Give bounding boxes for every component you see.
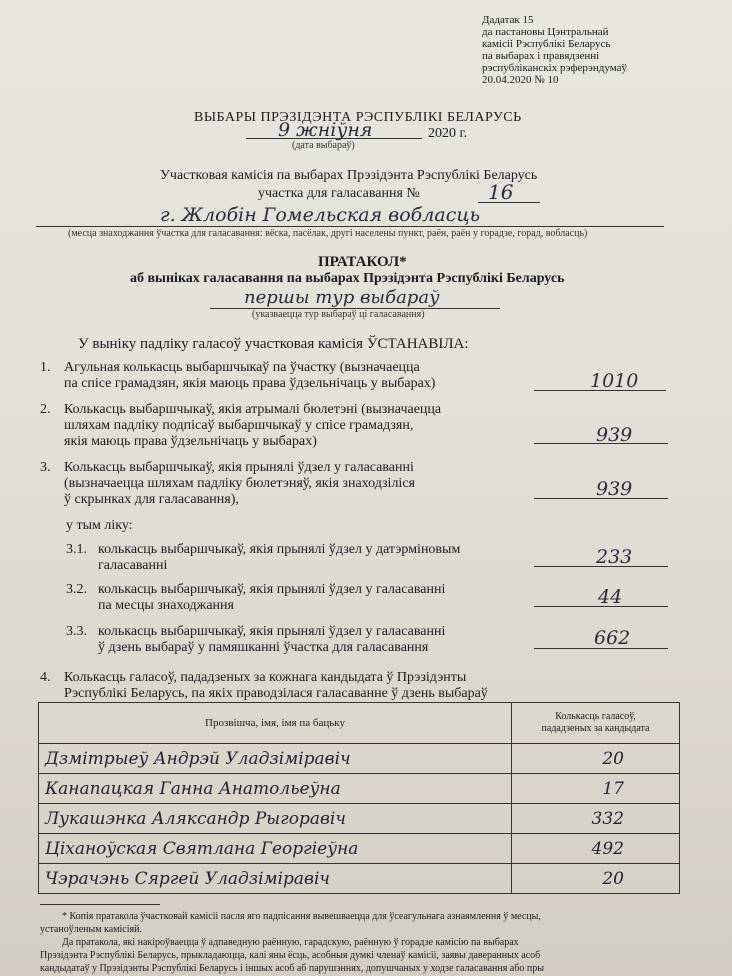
election-date: 9 жніўня — [278, 119, 373, 141]
candidate-name: Канапацкая Ганна Анатольеўна — [39, 774, 512, 804]
date-caption: (дата выбараў) — [292, 140, 355, 151]
item-number: 3.1. — [66, 542, 87, 557]
candidate-name: Лукашэнка Аляксандр Рыгоравіч — [39, 804, 512, 834]
item-text: якія маюць права ўдзельнічаць у выбарах) — [64, 434, 317, 449]
column-header-votes-line: Колькасць галасоў, — [555, 711, 636, 722]
item-text: шляхам падліку подпісаў выбаршчыкаў у спісе грамадзян, — [64, 418, 414, 433]
item-text: па месцы знаходжання — [98, 598, 234, 613]
column-header-votes — [512, 703, 680, 744]
footnote — [40, 910, 690, 975]
item-number: 4. — [40, 670, 51, 685]
item-number: 3.2. — [66, 582, 87, 597]
item-text: колькасць выбаршчыкаў, якія прынялі ўдзел у галасаванні — [98, 582, 446, 597]
table-row — [39, 744, 680, 774]
election-year: 2020 г. — [428, 126, 468, 141]
round-value: першы тур выбараў — [244, 287, 440, 308]
footnote-line: кандыдатаў у Прэзідэнты Рэспублікі Беларусь і іншых асоб аб парушэннях, допушчаных у ходзе галасавання або пры — [40, 963, 544, 974]
annex-note — [482, 14, 722, 86]
protocol-subtitle: аб выніках галасавання па выбарах Прэзідэнта Рэспублікі Беларусь — [130, 271, 565, 286]
candidate-results-table — [38, 702, 680, 894]
candidate-votes: 20 — [512, 864, 680, 894]
candidate-votes: 492 — [512, 834, 680, 864]
item-value: 662 — [594, 627, 631, 649]
table-row — [39, 864, 680, 894]
item-number: 1. — [40, 360, 51, 375]
column-header-name: Прозвішча, імя, імя па бацьку — [39, 703, 512, 744]
item-text: Колькасць выбаршчыкаў, якія атрымалі бюлетэні (вызначаецца — [64, 402, 442, 417]
candidate-name: Дзмітрыеў Андрэй Уладзіміравіч — [39, 744, 512, 774]
table-row — [39, 834, 680, 864]
station-label: участка для галасавання № — [258, 186, 420, 201]
item-text: ў скрынках для галасавання), — [64, 492, 239, 507]
table-header-row — [39, 703, 680, 744]
item-number: 3. — [40, 460, 51, 475]
item-text: Агульная колькасць выбаршчыкаў па ўчастку (вызначаецца — [64, 360, 420, 375]
candidate-name: Чэрачэнь Сяргей Уладзіміравіч — [39, 864, 512, 894]
footnote-line: устаноўленым камісіяй. — [40, 924, 142, 935]
item-text: Рэспублікі Беларусь, па якіх праводзілася галасаванне ў дзень выбараў — [64, 686, 488, 701]
item-value: 939 — [596, 478, 633, 500]
item-value: 44 — [598, 586, 623, 608]
item-text: галасаванні — [98, 558, 168, 573]
candidate-votes: 17 — [512, 774, 680, 804]
item-value: 1010 — [590, 370, 639, 392]
item-text: па спісе грамадзян, якія маюць права ўдзельнічаць у выбарах) — [64, 376, 436, 391]
station-number: 16 — [488, 180, 514, 204]
table-row — [39, 774, 680, 804]
intro-text: У выніку падліку галасоў участковая камісія ЎСТАНАВІЛА: — [78, 336, 469, 352]
item-text: Колькасць галасоў, пададзеных за кожнага кандыдата ў Прэзідэнты — [64, 670, 467, 685]
item-text: ў дзень выбараў у памяшканні ўчастка для галасавання — [98, 640, 429, 655]
footnote-line: * Копія пратакола ўчастковай камісіі пасля яго падпісання вывешваецца для ўсеагульнага азнаямлення ў месцы, — [62, 911, 541, 922]
commission-name: Участковая камісія па выбарах Прэзідэнта Рэспублікі Беларусь — [160, 168, 538, 183]
annex-line: 20.04.2020 № 10 — [482, 74, 559, 86]
annex-line: камісіі Рэспублікі Беларусь — [482, 38, 611, 50]
protocol-title: ПРАТАКОЛ* — [318, 254, 407, 270]
annex-line: рэспубліканскіх рэферэндумаў — [482, 62, 628, 74]
candidate-votes: 332 — [512, 804, 680, 834]
candidate-name: Ціханоўская Святлана Георгіеўна — [39, 834, 512, 864]
item-text: (вызначаецца шляхам падліку бюлетэняў, якія знаходзіліся — [64, 476, 415, 491]
location-value: г. Жлобін Гомельская вобласць — [160, 204, 480, 226]
annex-line: да пастановы Цэнтральнай — [482, 26, 609, 38]
item-text: Колькасць выбаршчыкаў, якія прынялі ўдзел у галасаванні — [64, 460, 414, 475]
item-text: колькасць выбаршчыкаў, якія прынялі ўдзел у датэрміновым — [98, 542, 461, 557]
item-value: 233 — [596, 546, 633, 568]
table-row — [39, 804, 680, 834]
annex-line: па выбарах і правядзенні — [482, 50, 600, 62]
footnote-line: Да пратакола, які накіроўваецца ў адпаведную раённую, гарадскую, раённую ў горадзе камісію па выбарах — [62, 937, 519, 948]
item-text: колькасць выбаршчыкаў, якія прынялі ўдзел у галасаванні — [98, 624, 446, 639]
location-caption: (месца знаходжання ўчастка для галасавання: вёска, пасёлак, другі населены пункт, раён, раён у горадзе, горад, вобласць) — [68, 228, 588, 239]
candidate-votes: 20 — [512, 744, 680, 774]
election-title: ВЫБАРЫ ПРЭЗІДЭНТА РЭСПУБЛІКІ БЕЛАРУСЬ — [194, 110, 522, 125]
including-label: у тым ліку: — [66, 518, 133, 533]
footnote-line: Прэзідэнта Рэспублікі Беларусь, прыкладаюцца, калі яны ёсць, асобныя думкі членаў камісіі, заявы даверанных асоб — [40, 950, 541, 961]
column-header-votes-line: пададзеных за кандыдата — [541, 723, 650, 734]
annex-line: Дадатак 15 — [482, 14, 534, 26]
item-number: 3.3. — [66, 624, 87, 639]
item-value: 939 — [596, 424, 633, 446]
round-caption: (указваецца тур выбараў ці галасавання) — [252, 309, 425, 320]
item-number: 2. — [40, 402, 51, 417]
